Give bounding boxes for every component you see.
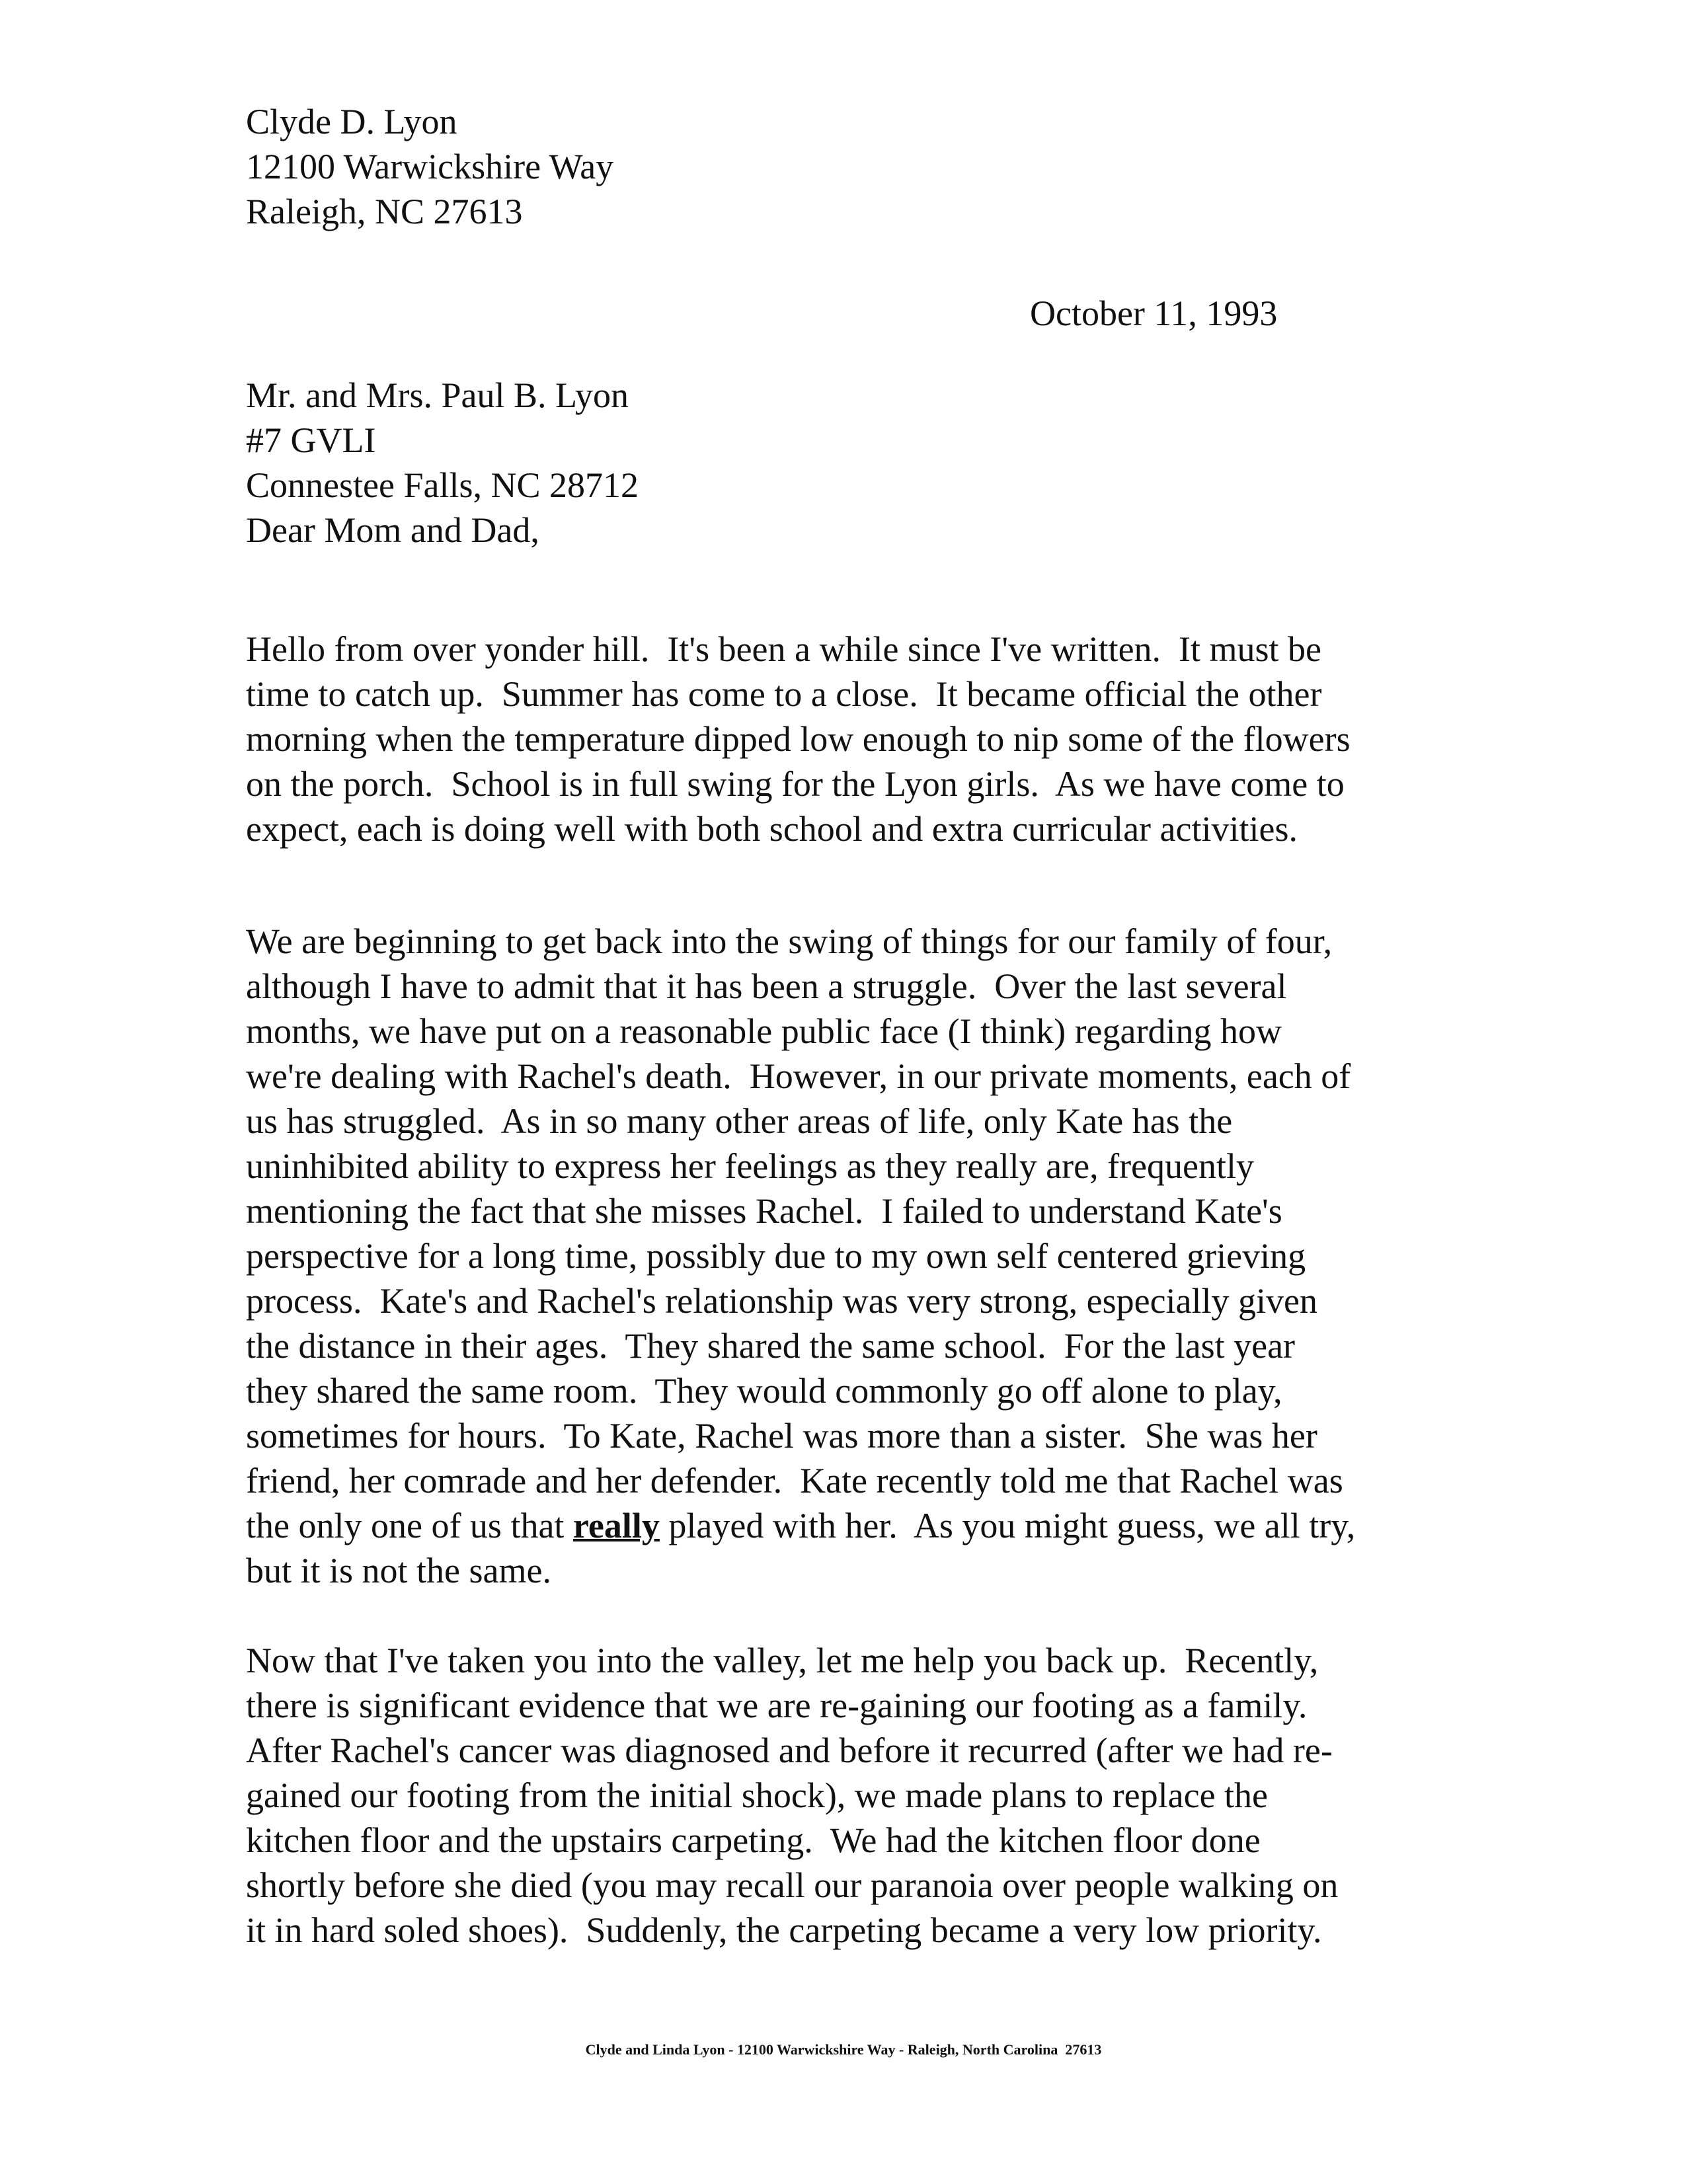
paragraph-line: mentioning the fact that she misses Rachel. I failed to understand Kate's (246, 1191, 1282, 1231)
paragraph-line-emphasis (246, 1503, 1355, 1548)
sender-name: Clyde D. Lyon (246, 102, 457, 141)
paragraph-line: uninhibited ability to express her feelings as they really are, frequently (246, 1146, 1254, 1186)
paragraph-line: although I have to admit that it has been a struggle. Over the last several (246, 966, 1287, 1006)
paragraph-line: months, we have put on a reasonable public face (I think) regarding how (246, 1011, 1282, 1051)
emphasized-word: really (572, 1506, 660, 1545)
letterhead-footer: Clyde and Linda Lyon - 12100 Warwickshire Way - Raleigh, North Carolina 27613 (585, 2041, 1102, 2058)
text-before: the only one of us that (246, 1506, 573, 1545)
paragraph-line: perspective for a long time, possibly due to my own self centered grieving (246, 1236, 1306, 1276)
paragraph-line: us has struggled. As in so many other areas of life, only Kate has the (246, 1101, 1233, 1141)
recipient-city: Connestee Falls, NC 28712 (246, 465, 639, 505)
paragraph-line: sometimes for hours. To Kate, Rachel was more than a sister. She was her (246, 1416, 1317, 1456)
paragraph-line: but it is not the same. (246, 1551, 551, 1590)
paragraph-line: kitchen floor and the upstairs carpeting. We had the kitchen floor done (246, 1820, 1261, 1860)
recipient-name: Mr. and Mrs. Paul B. Lyon (246, 375, 629, 415)
paragraph-line: Hello from over yonder hill. It's been a while since I've written. It must be (246, 629, 1322, 669)
paragraph-line: they shared the same room. They would commonly go off alone to play, (246, 1371, 1282, 1411)
paragraph-line: on the porch. School is in full swing for the Lyon girls. As we have come to (246, 764, 1345, 804)
paragraph-line: it in hard soled shoes). Suddenly, the carpeting became a very low priority. (246, 1910, 1322, 1950)
salutation: Dear Mom and Dad, (246, 510, 539, 550)
paragraph-line: After Rachel's cancer was diagnosed and before it recurred (after we had re- (246, 1731, 1333, 1770)
paragraph-line: we're dealing with Rachel's death. However, in our private moments, each of (246, 1056, 1351, 1096)
paragraph-line: Now that I've taken you into the valley, let me help you back up. Recently, (246, 1641, 1319, 1680)
paragraph-line: morning when the temperature dipped low enough to nip some of the flowers (246, 719, 1351, 759)
paragraph-line: shortly before she died (you may recall our paranoia over people walking on (246, 1865, 1339, 1905)
paragraph-line: We are beginning to get back into the swing of things for our family of four, (246, 921, 1333, 961)
paragraph-line: there is significant evidence that we are re-gaining our footing as a family. (246, 1686, 1308, 1725)
text-after: played with her. As you might guess, we all try, (659, 1506, 1356, 1545)
recipient-street: #7 GVLI (246, 420, 376, 460)
sender-city: Raleigh, NC 27613 (246, 192, 523, 231)
sender-street: 12100 Warwickshire Way (246, 147, 614, 186)
paragraph-line: the distance in their ages. They shared the same school. For the last year (246, 1326, 1296, 1366)
paragraph-line: expect, each is doing well with both school and extra curricular activities. (246, 809, 1298, 849)
letter-date: October 11, 1993 (1030, 293, 1278, 333)
paragraph-line: gained our footing from the initial shock), we made plans to replace the (246, 1775, 1269, 1815)
paragraph-line: friend, her comrade and her defender. Kate recently told me that Rachel was (246, 1461, 1343, 1501)
paragraph-line: process. Kate's and Rachel's relationship was very strong, especially given (246, 1281, 1318, 1321)
paragraph-line: time to catch up. Summer has come to a close. It became official the other (246, 674, 1322, 714)
